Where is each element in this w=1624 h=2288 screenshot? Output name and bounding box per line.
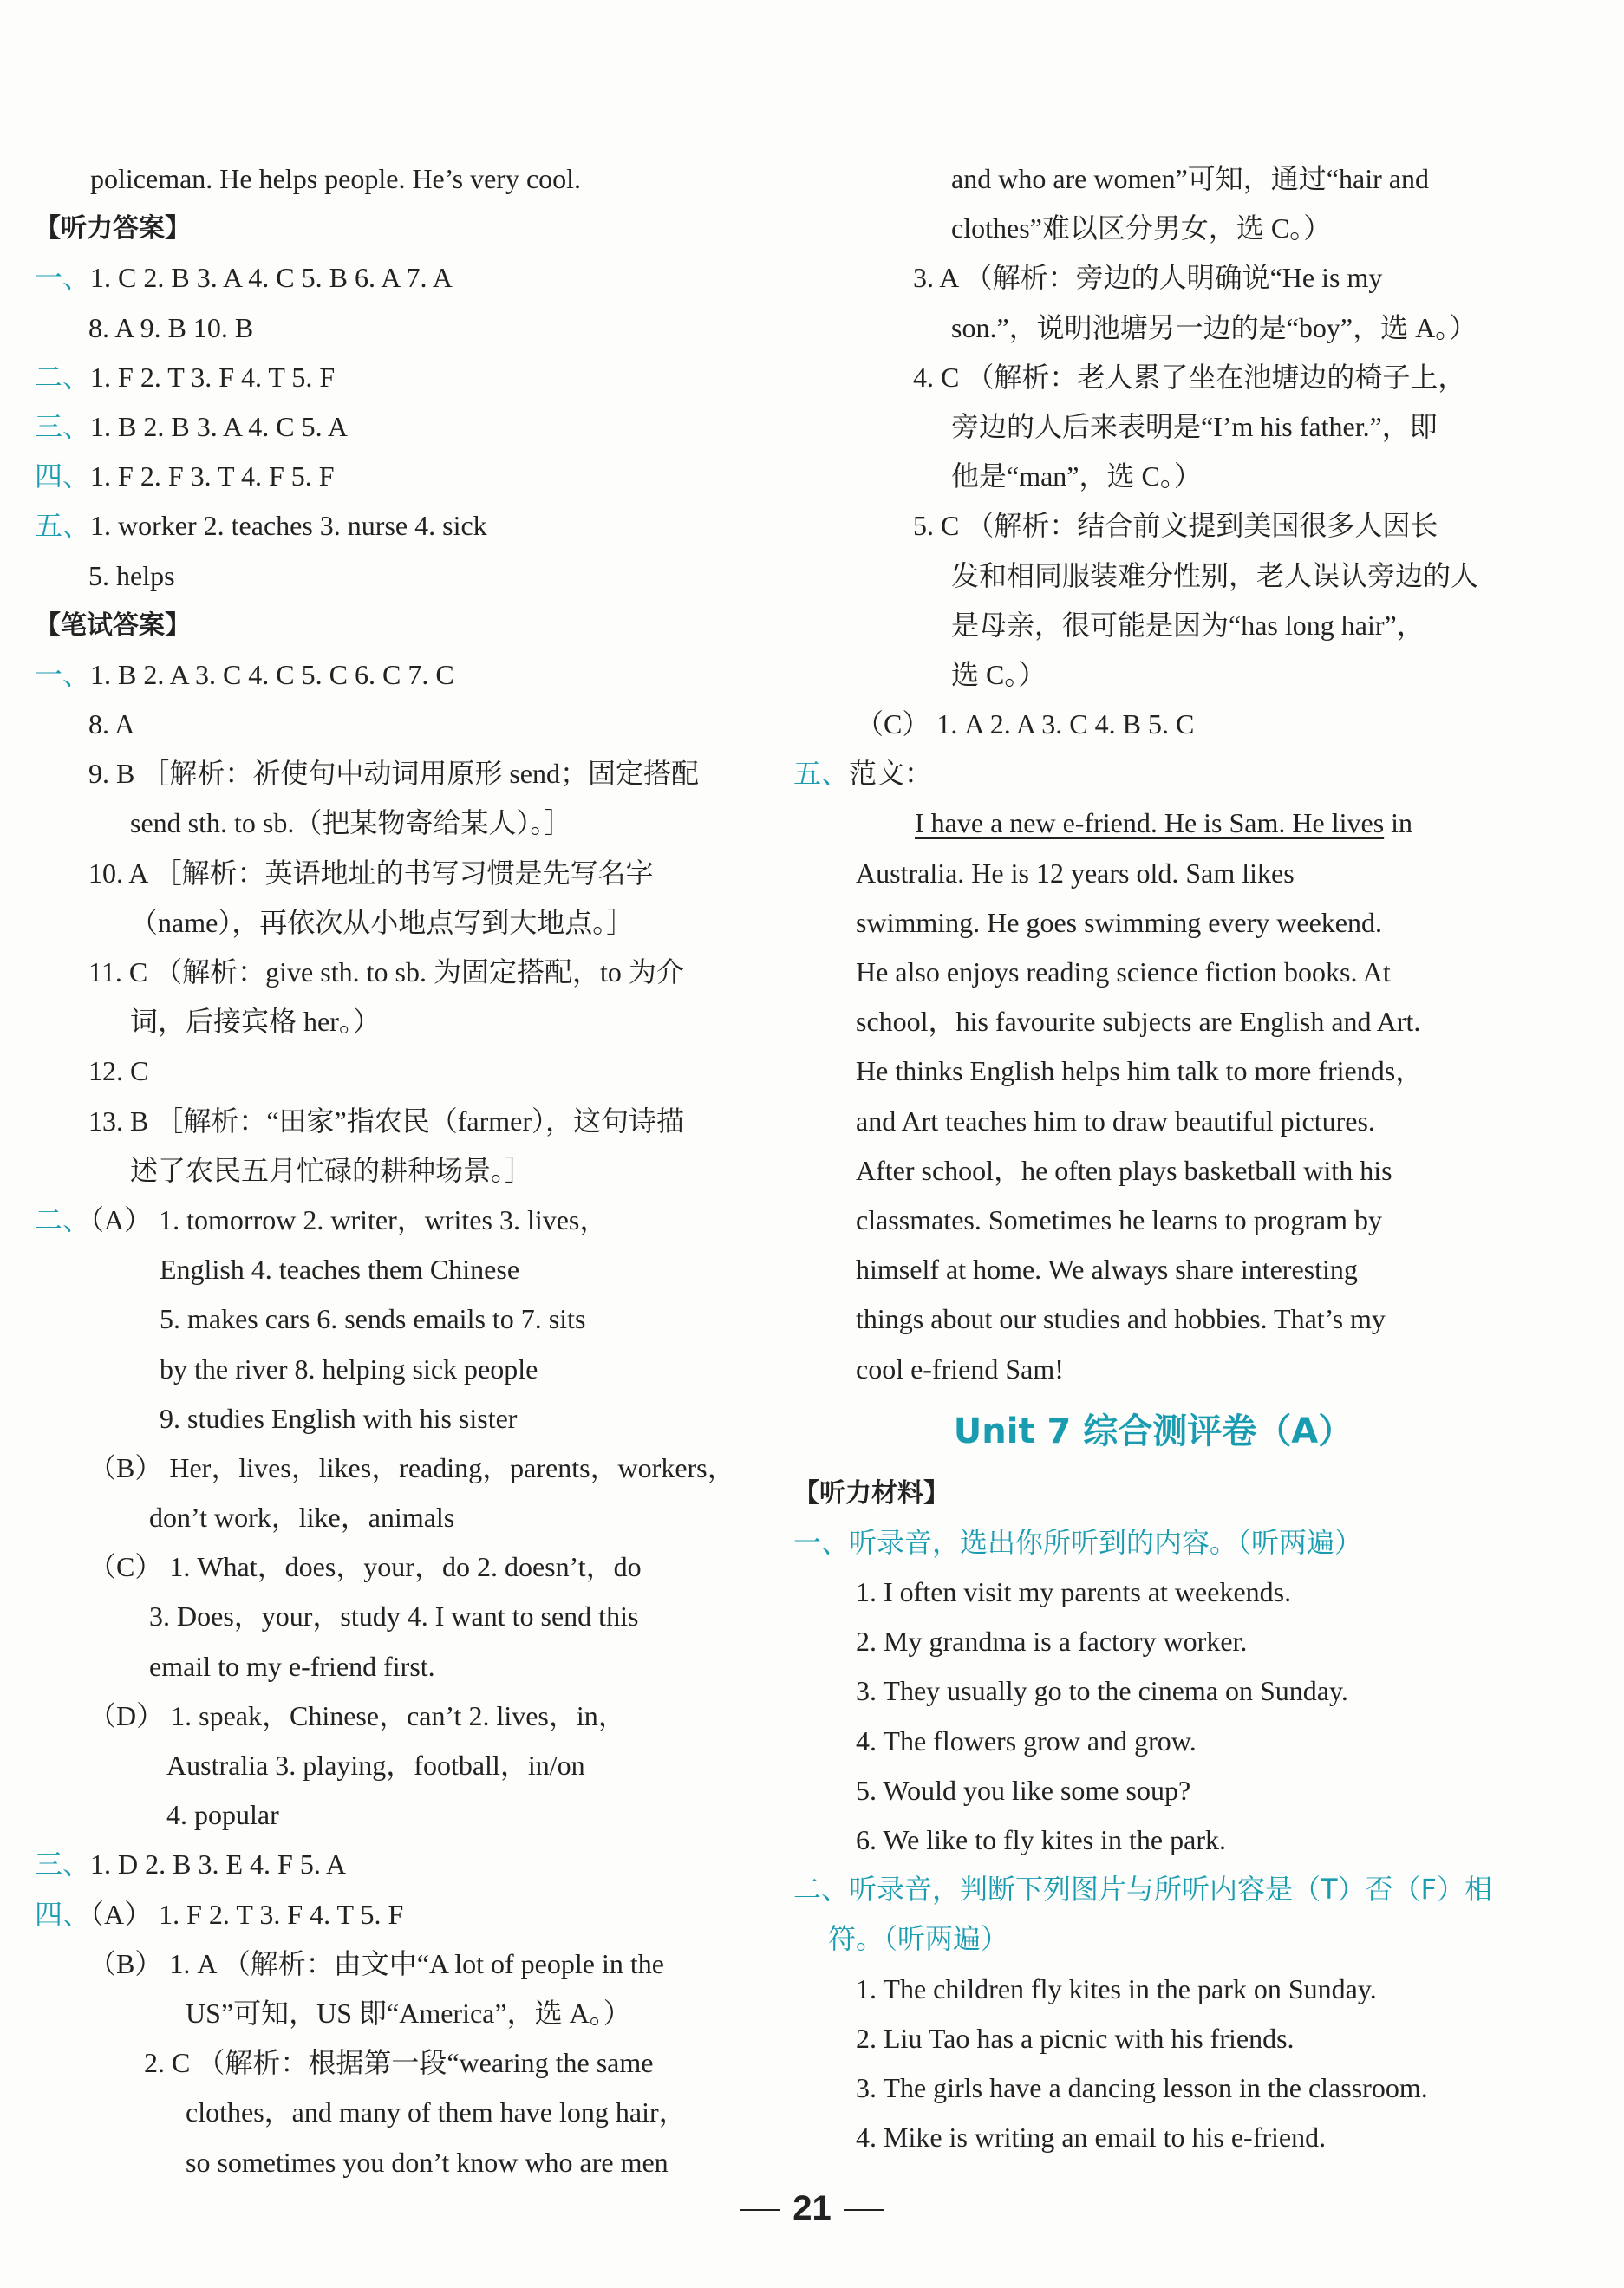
text-line: Australia 3. playing，football，in/on bbox=[166, 1750, 585, 1781]
text-line: by the river 8. helping sick people bbox=[160, 1353, 538, 1385]
text-line: 五、范文： bbox=[793, 757, 933, 791]
text-line: 5. Would you like some soup? bbox=[856, 1774, 1191, 1806]
text-line: 词，后接宾格 her。） bbox=[130, 1006, 381, 1038]
section-title: Unit 7 综合测评卷（A） bbox=[953, 1411, 1353, 1451]
text-line: 10. A ［解析：英语地址的书写习惯是先写名字 bbox=[88, 857, 654, 889]
text-line: clothes，and many of them have long hair， bbox=[186, 2096, 687, 2128]
text-line: 4. C （解析：老人累了坐在池塘边的椅子上， bbox=[913, 361, 1466, 393]
text-line: 5. C （解析：结合前文提到美国很多人因长 bbox=[913, 510, 1438, 542]
text-line: and who are women”可知，通过“hair and bbox=[951, 163, 1429, 194]
text-line: 二、1. F 2. T 3. F 4. T 5. F bbox=[35, 360, 336, 394]
text-line: things about our studies and hobbies. That’s my bbox=[856, 1303, 1386, 1335]
text-line: 2. My grandma is a factory worker. bbox=[856, 1626, 1248, 1658]
text-line: Australia. He is 12 years old. Sam likes bbox=[856, 857, 1295, 889]
text-line: 三、1. B 2. B 3. A 4. C 5. A bbox=[35, 409, 348, 443]
text-line: He also enjoys reading science fiction books. At bbox=[856, 956, 1391, 988]
text-line: 【听力材料】 bbox=[793, 1477, 949, 1509]
text-line: 一、听录音，选出你所听到的内容。（听两遍） bbox=[793, 1525, 1363, 1559]
text-line: 12. C bbox=[88, 1055, 149, 1087]
text-line: 四、1. F 2. F 3. T 4. F 5. F bbox=[35, 460, 335, 493]
page-number bbox=[0, 2189, 1624, 2228]
text-line: 2. C （解析：根据第一段“wearing the same bbox=[144, 2047, 654, 2079]
text-line: 二、听录音，判断下列图片与所听内容是（T）否（F）相 bbox=[793, 1873, 1492, 1907]
text-line: classmates. Sometimes he learns to program by bbox=[856, 1203, 1382, 1235]
text-line: clothes”难以区分男女，选 C。） bbox=[951, 212, 1332, 244]
text-line: himself at home. We always share interesting bbox=[856, 1254, 1358, 1286]
text-line: 选 C。） bbox=[951, 658, 1047, 690]
text-line: 他是“man”，选 C。） bbox=[951, 460, 1202, 492]
text-line: son.”，说明池塘另一边的是“boy”，选 A。） bbox=[951, 311, 1477, 343]
page-number-dash-left bbox=[740, 2209, 780, 2211]
text-line: 8. A bbox=[88, 708, 135, 740]
left-column bbox=[35, 154, 737, 2187]
text-line: 13. B ［解析：“田家”指农民（farmer），这句诗描 bbox=[88, 1105, 685, 1137]
text-line: He thinks English helps him talk to more friends， bbox=[856, 1055, 1424, 1087]
text-line: email to my e-friend first. bbox=[149, 1650, 435, 1682]
text-line: 1. I often visit my parents at weekends. bbox=[856, 1576, 1292, 1608]
text-line: 3. The girls have a dancing lesson in the classroom. bbox=[856, 2071, 1428, 2103]
text-line: （D） 1. speak，Chinese，can’t 2. lives，in， bbox=[88, 1699, 626, 1731]
text-line: and Art teaches him to draw beautiful pictures. bbox=[856, 1105, 1375, 1137]
text-line: 【笔试答案】 bbox=[35, 609, 191, 641]
text-line: cool e-friend Sam! bbox=[856, 1353, 1064, 1385]
text-line: send sth. to sb.（把某物寄给某人）。］ bbox=[130, 807, 572, 839]
text-line: 五、1. worker 2. teaches 3. nurse 4. sick bbox=[35, 509, 487, 543]
text-line: policeman. He helps people. He’s very cool. bbox=[90, 163, 582, 194]
text-line: After school，he often plays basketball with his bbox=[856, 1154, 1392, 1186]
text-line: （B） Her，lives，likes，reading，parents，workers， bbox=[88, 1451, 735, 1483]
text-line: 2. Liu Tao has a picnic with his friends. bbox=[856, 2022, 1295, 2054]
text-line: 旁边的人后来表明是“I’m his father.”，即 bbox=[951, 410, 1438, 442]
page-number-dash-right bbox=[844, 2209, 884, 2211]
text-line: 4. The flowers grow and grow. bbox=[856, 1724, 1197, 1757]
text-line: 11. C （解析：give sth. to sb. 为固定搭配，to 为介 bbox=[88, 956, 684, 988]
text-line: 三、1. D 2. B 3. E 4. F 5. A bbox=[35, 1848, 347, 1881]
page-number-text: 21 bbox=[792, 2189, 832, 2227]
text-line: US”可知，US 即“America”，选 A。） bbox=[186, 1997, 631, 2029]
right-column bbox=[793, 154, 1513, 2162]
text-line: （C） 1. What，does，your，do 2. doesn’t，do bbox=[88, 1551, 642, 1583]
text-line: 3. A （解析：旁边的人明确说“He is my bbox=[913, 262, 1383, 294]
text-line: 1. The children fly kites in the park on Sunday. bbox=[856, 1972, 1377, 2004]
text-line: 9. studies English with his sister bbox=[160, 1402, 518, 1434]
text-line: 4. Mike is writing an email to his e-friend. bbox=[856, 2122, 1327, 2154]
text-line: don’t work，like，animals bbox=[149, 1502, 455, 1534]
text-line: so sometimes you don’t know who are men bbox=[186, 2146, 669, 2178]
text-line: English 4. teaches them Chinese bbox=[160, 1254, 520, 1286]
text-line: 发和相同服装难分性别，老人误认旁边的人 bbox=[951, 559, 1479, 591]
text-line: 四、（A） 1. F 2. T 3. F 4. T 5. F bbox=[35, 1897, 404, 1931]
text-line: swimming. He goes swimming every weekend. bbox=[856, 906, 1382, 938]
text-line: 3. They usually go to the cinema on Sunday. bbox=[856, 1675, 1348, 1707]
text-line: 【听力答案】 bbox=[35, 213, 191, 244]
text-line: 4. popular bbox=[166, 1799, 279, 1831]
text-line: 述了农民五月忙碌的耕种场景。］ bbox=[130, 1154, 533, 1186]
text-line: 3. Does，your，study 4. I want to send this bbox=[149, 1600, 639, 1633]
text-line: school，his favourite subjects are English and Art. bbox=[856, 1006, 1421, 1038]
text-line: 一、1. C 2. B 3. A 4. C 5. B 6. A 7. A bbox=[35, 261, 453, 295]
text-line: 5. helps bbox=[88, 559, 175, 591]
text-line: 二、（A） 1. tomorrow 2. writer，writes 3. lives， bbox=[35, 1203, 608, 1236]
text-line: 一、1. B 2. A 3. C 4. C 5. C 6. C 7. C bbox=[35, 657, 454, 691]
text-line: （name），再依次从小地点写到大地点。］ bbox=[130, 906, 635, 938]
text-line: I have a new e-friend. He is Sam. He lives in bbox=[915, 807, 1413, 839]
text-line: 5. makes cars 6. sends emails to 7. sits bbox=[160, 1303, 586, 1335]
text-line: （B） 1. A （解析：由文中“A lot of people in the bbox=[88, 1947, 664, 1979]
text-line: （C） 1. A 2. A 3. C 4. B 5. C bbox=[856, 708, 1195, 740]
text-line: 8. A 9. B 10. B bbox=[88, 311, 254, 343]
text-line: 是母亲，很可能是因为“has long hair”， bbox=[951, 609, 1425, 641]
text-line: 符。（听两遍） bbox=[828, 1922, 1009, 1956]
text-line: 6. We like to fly kites in the park. bbox=[856, 1824, 1226, 1855]
text-line: 9. B ［解析：祈使句中动词用原形 send；固定搭配 bbox=[88, 758, 700, 790]
